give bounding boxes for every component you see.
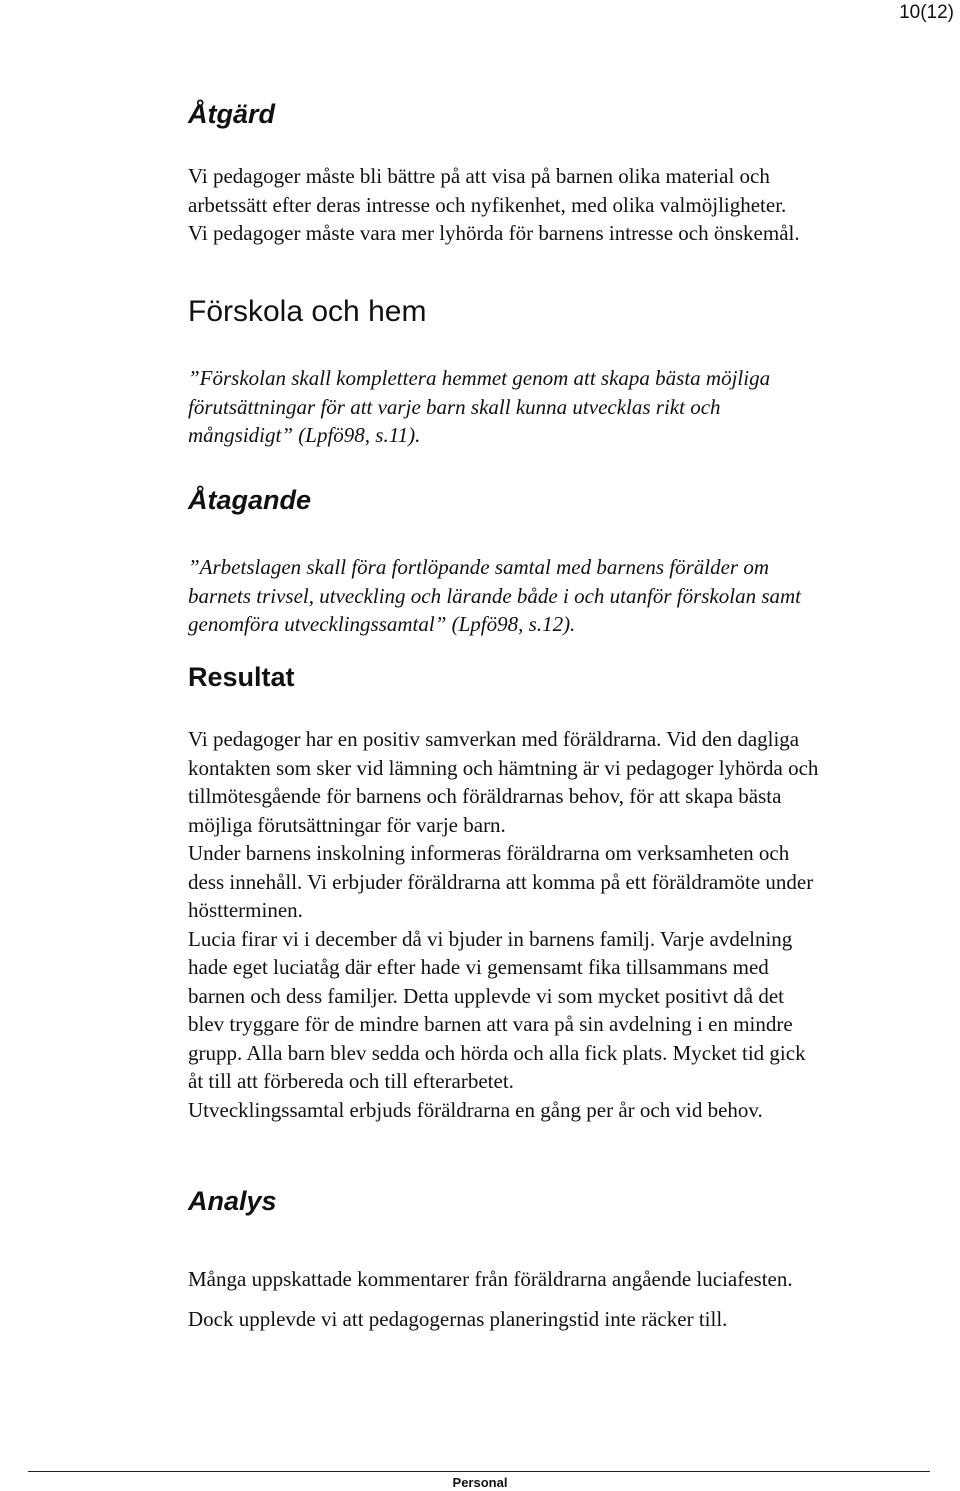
analys-paragraph-1 xyxy=(188,1265,948,1294)
text-line: Vi pedagoger har en positiv samverkan med föräldrarna. Vid den dagliga xyxy=(188,727,800,751)
heading-atgard: Åtgärd xyxy=(188,99,275,129)
text-line: dess innehåll. Vi erbjuder föräldrarna att komma på ett föräldramöte under xyxy=(188,869,814,894)
text-line: grupp. Alla barn blev sedda och hörda och alla fick plats. Mycket tid gick xyxy=(188,1040,806,1065)
quote-line: ”Arbetslagen skall föra fortlöpande samtal med barnens förälder om xyxy=(188,555,769,579)
text-line: höstterminen. xyxy=(188,898,303,922)
text-line: arbetssätt efter deras intresse och nyfikenhet, med olika valmöjligheter. xyxy=(188,192,787,217)
quote-line: barnets trivsel, utveckling och lärande både i och utanför förskolan samt xyxy=(188,583,801,608)
quote-line: förutsättningar för att varje barn skall kunna utvecklas rikt och xyxy=(188,394,721,419)
text-line: hade eget luciatåg där efter hade vi gemensamt fika tillsammans med xyxy=(188,955,769,979)
text-line: kontakten som sker vid lämning och hämtning är vi pedagoger lyhörda och xyxy=(188,755,819,780)
atgard-paragraph xyxy=(188,162,948,248)
heading-forskola-och-hem: Förskola och hem xyxy=(188,295,427,328)
text-line: Under barnens inskolning informeras föräldrarna om verksamheten och xyxy=(188,841,790,865)
heading-atagande: Åtagande xyxy=(188,485,312,515)
quote-line: genomföra utvecklingssamtal” (Lpfö98, s.12). xyxy=(188,612,576,636)
text-line: Vi pedagoger måste bli bättre på att visa på barnen olika material och xyxy=(188,164,770,188)
text-line: möjliga förutsättningar för varje barn. xyxy=(188,812,506,837)
heading-resultat: Resultat xyxy=(188,662,295,692)
text-line: barnen och dess familjer. Detta upplevde vi som mycket positivt då det xyxy=(188,983,785,1008)
resultat-paragraph xyxy=(188,725,948,1124)
text-line: tillmötesgående för barnens och föräldrarnas behov, för att skapa bästa xyxy=(188,784,782,808)
heading-analys: Analys xyxy=(188,1186,277,1216)
footer-divider xyxy=(28,1471,930,1472)
quote-line: mångsidigt” (Lpfö98, s.11). xyxy=(188,423,421,447)
page-number: 10(12) xyxy=(899,2,954,23)
text-line: Vi pedagoger måste vara mer lyhörda för barnens intresse och önskemål. xyxy=(188,221,800,245)
forskola-quote xyxy=(188,364,948,450)
text-line: Utvecklingssamtal erbjuds föräldrarna en gång per år och vid behov. xyxy=(188,1097,763,1122)
atagande-quote xyxy=(188,553,948,639)
text-line: åt till att förbereda och till efterarbetet. xyxy=(188,1069,514,1093)
footer-label: Personal xyxy=(452,1475,508,1490)
text-line: Många uppskattade kommentarer från föräldrarna angående luciafesten. xyxy=(188,1267,793,1291)
text-line: Dock upplevde vi att pedagogernas planeringstid inte räcker till. xyxy=(188,1307,728,1331)
text-line: Lucia firar vi i december då vi bjuder in barnens familj. Varje avdelning xyxy=(188,926,793,951)
quote-line: ”Förskolan skall komplettera hemmet genom att skapa bästa möjliga xyxy=(188,366,771,390)
analys-paragraph-2 xyxy=(188,1305,948,1334)
text-line: blev tryggare för de mindre barnen att vara på sin avdelning i en mindre xyxy=(188,1012,793,1036)
